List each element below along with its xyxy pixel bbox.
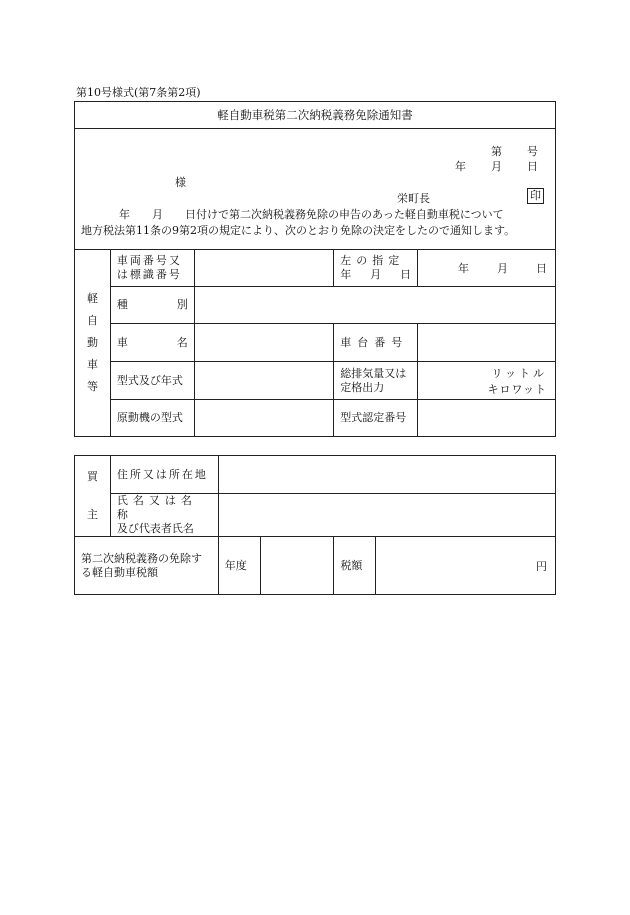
buyer-name-label	[110, 494, 218, 537]
vehicle-name-label	[110, 324, 194, 362]
buyer-label-char: 買	[86, 470, 98, 483]
designated-year: 年	[340, 268, 352, 281]
name-label-b: 名	[176, 335, 188, 349]
model-year-label: 型式及び年式	[110, 362, 194, 400]
vehicle-label-char: 車	[86, 358, 98, 371]
engine-model-field[interactable]	[194, 400, 334, 437]
issuer-name: 栄町長	[397, 192, 430, 205]
designated-day: 日	[400, 268, 412, 281]
field-month: 月	[497, 262, 508, 275]
tax-label-line2: る軽自動車税額	[81, 565, 158, 579]
form-number: 第10号様式(第7条第2項)	[76, 86, 201, 99]
number-dai: 第	[491, 145, 502, 158]
buyer-name-line2: 及び代表者氏名	[116, 522, 194, 535]
vehicle-section-label	[75, 250, 111, 437]
vehicle-type-label	[110, 287, 194, 324]
vehicle-label-char: 軽	[86, 292, 98, 305]
addressee-sama: 様	[175, 176, 186, 189]
chassis-number-label: 車台番号	[334, 324, 418, 362]
name-label-a: 車	[116, 335, 128, 349]
date-day: 日	[527, 160, 538, 173]
chassis-number-field[interactable]	[418, 324, 556, 362]
seal-mark: 印	[527, 188, 544, 204]
designated-label-line1: 左の指定	[340, 254, 405, 267]
designated-label-line2	[340, 268, 411, 282]
address-field[interactable]	[218, 456, 555, 494]
notification-table	[74, 101, 556, 437]
type-label-a: 種	[116, 298, 128, 311]
buyer-name-field[interactable]	[218, 494, 555, 537]
vehicle-name-field[interactable]	[194, 324, 334, 362]
fiscal-year-label: 年度	[218, 537, 260, 595]
tax-label-line1: 第二次納税義務の免除す	[81, 551, 202, 565]
buyer-section-label	[75, 456, 111, 537]
designated-month: 月	[370, 268, 382, 281]
amount-label: 税額	[334, 537, 376, 595]
vehicle-label-char: 等	[86, 380, 98, 393]
designated-date-field[interactable]	[418, 250, 556, 287]
plate-label-line1: 車両番号又	[116, 254, 182, 267]
buyer-tax-table	[74, 455, 556, 595]
field-year: 年	[458, 262, 469, 275]
displacement-label	[334, 362, 418, 400]
certification-number-field[interactable]	[418, 400, 556, 437]
displacement-field[interactable]	[418, 362, 556, 400]
buyer-name-line1: 氏名又は名称	[116, 494, 197, 521]
plate-number-label	[110, 250, 194, 287]
notice-body-line2: 地方税法第11条の9第2項の規定により、次のとおり免除の決定をしたので通知します。	[81, 224, 516, 237]
engine-model-label: 原動機の型式	[110, 400, 194, 437]
notice-body-line1: 年 月 日付けで第二次納税義務免除の申告のあった軽自動車税について	[119, 208, 504, 221]
yen-unit: 円	[536, 559, 547, 573]
number-go: 号	[527, 145, 538, 158]
date-month: 月	[491, 160, 502, 173]
model-year-field[interactable]	[194, 362, 334, 400]
tax-amount-label	[75, 537, 219, 595]
unit-kilowatt: キロワット	[487, 382, 547, 396]
notice-block	[75, 129, 556, 250]
displacement-label-line2: 定格出力	[340, 380, 385, 394]
displacement-label-line1: 総排気量又は	[340, 366, 407, 380]
plate-number-field[interactable]	[194, 250, 334, 287]
date-year: 年	[455, 160, 466, 173]
plate-label-line2: は標識番号	[116, 268, 182, 281]
type-label-b: 別	[176, 298, 188, 311]
vehicle-label-char: 動	[86, 336, 98, 349]
address-label: 住所又は所在地	[110, 456, 218, 494]
vehicle-label-char: 自	[86, 314, 98, 327]
fiscal-year-field[interactable]	[260, 537, 334, 595]
unit-liter: リットル	[491, 366, 547, 380]
vehicle-type-field[interactable]	[194, 287, 555, 324]
field-day: 日	[536, 262, 547, 275]
document-title: 軽自動車税第二次納税義務免除通知書	[75, 102, 556, 129]
buyer-label-char: 主	[86, 508, 98, 521]
designated-date-label	[334, 250, 418, 287]
certification-number-label: 型式認定番号	[334, 400, 418, 437]
amount-field[interactable]	[376, 537, 556, 595]
